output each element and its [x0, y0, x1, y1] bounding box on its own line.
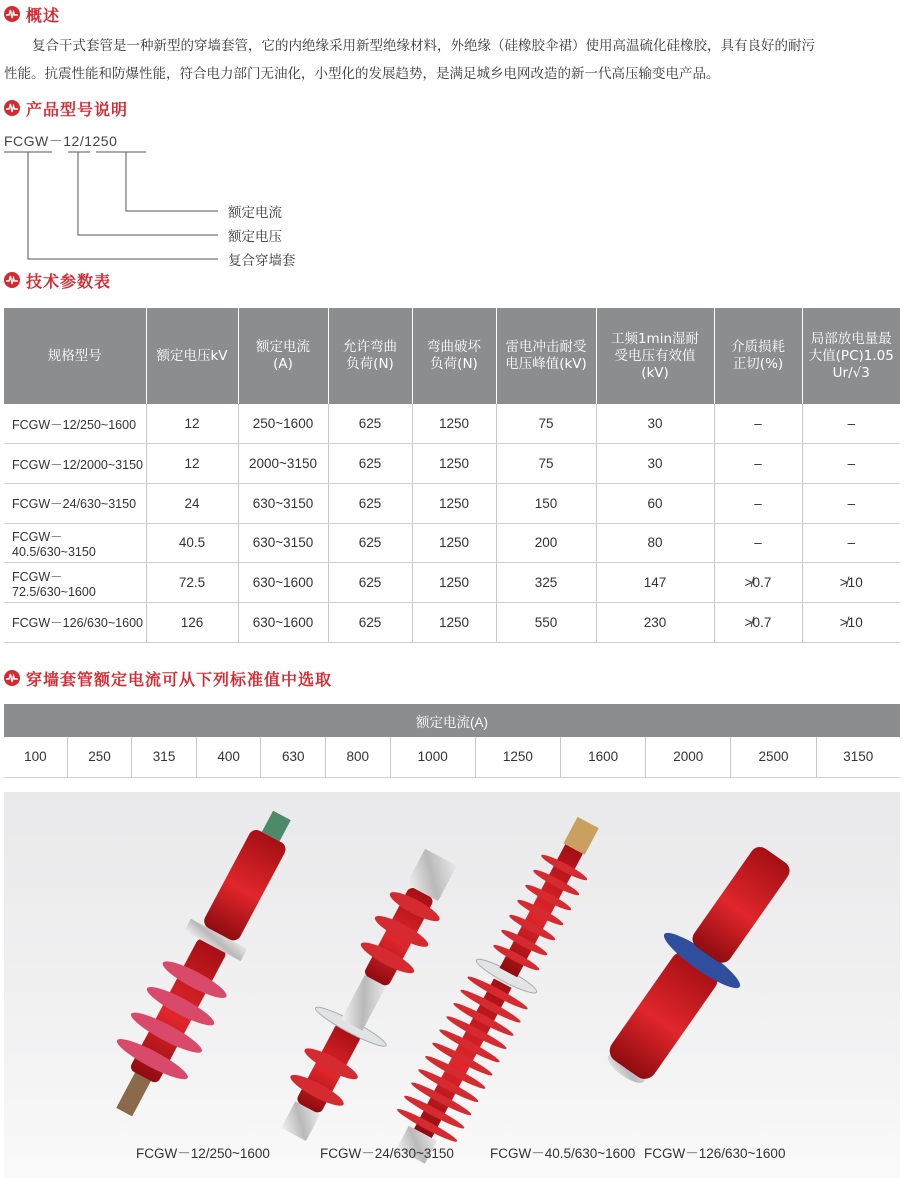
value-cell: 60: [596, 483, 714, 523]
standard-value-cell: 3150: [816, 737, 900, 777]
header-text: 负荷(N): [346, 356, 394, 372]
table-row: [4, 602, 900, 642]
section-title: 穿墙套管额定电流可从下列标准值中选取: [26, 669, 333, 689]
insulator-image-3: [381, 807, 619, 1173]
value-cell: 230: [596, 602, 714, 642]
standard-value-cell: 1000: [390, 737, 475, 777]
pulse-icon: [4, 6, 20, 22]
insulator-image-1: [89, 797, 317, 1131]
standard-value-cell: 100: [4, 737, 67, 777]
pulse-icon: [4, 100, 20, 116]
table-row: [4, 404, 900, 444]
header-text: (A): [273, 356, 293, 372]
section-title: 技术参数表: [26, 271, 112, 291]
table-row: [4, 563, 900, 603]
standard-table-header: 额定电流(A): [4, 704, 900, 737]
params-header-cell: [802, 308, 900, 404]
value-cell: 40.5: [146, 523, 238, 563]
standard-value-cell: 400: [196, 737, 261, 777]
header-text: 允许弯曲: [343, 339, 397, 355]
header-text: 电压峰值(kV): [505, 356, 587, 372]
value-cell: –: [714, 444, 802, 484]
caption-3: FCGW－40.5/630~1600: [490, 1146, 636, 1161]
value-cell: 1250: [412, 602, 496, 642]
value-cell: 12: [146, 444, 238, 484]
value-cell: –: [802, 444, 900, 484]
header-text: 规格型号: [47, 347, 102, 364]
value-cell: 147: [596, 563, 714, 603]
params-header-cell: [238, 308, 328, 404]
header-text: 弯曲破坏: [427, 339, 481, 355]
standard-value-cell: 2000: [646, 737, 731, 777]
value-cell: 80: [596, 523, 714, 563]
value-cell: –: [714, 483, 802, 523]
value-cell: 625: [328, 523, 412, 563]
value-cell: 200: [496, 523, 596, 563]
value-cell: –: [802, 483, 900, 523]
value-cell: 1250: [412, 523, 496, 563]
value-cell: 630~3150: [238, 523, 328, 563]
value-cell: 12: [146, 404, 238, 444]
value-cell: 30: [596, 404, 714, 444]
params-header-cell: [412, 308, 496, 404]
header-text: 大值(PC)1.05: [808, 347, 894, 364]
params-header-cell: [496, 308, 596, 404]
header-text: 额定电流: [256, 339, 310, 355]
value-cell: 550: [496, 602, 596, 642]
caption-1: FCGW－12/250~1600: [136, 1146, 270, 1161]
value-cell: 625: [328, 483, 412, 523]
model-label-voltage: 额定电压: [228, 229, 282, 245]
standard-values-row: [4, 737, 900, 777]
overview-line-2: 性能。抗震性能和防爆性能，符合电力部门无油化，小型化的发展趋势，是满足城乡电网改造的新一代高压输变电产品。: [4, 66, 720, 82]
params-header-cell: [596, 308, 714, 404]
value-cell: 1250: [412, 563, 496, 603]
value-cell: 630~1600: [238, 563, 328, 603]
section-overview-heading: [4, 3, 60, 25]
model-cell: FCGW－12/2000~3150: [4, 444, 146, 484]
model-cell: FCGW－126/630~1600: [4, 602, 146, 642]
header-text: 正切(%): [732, 356, 784, 372]
model-label-current: 额定电流: [228, 205, 282, 221]
section-model-heading: [4, 97, 128, 119]
value-cell: ≯0.7: [714, 563, 802, 603]
value-cell: 75: [496, 444, 596, 484]
value-cell: 30: [596, 444, 714, 484]
overview-line-1: 复合干式套管是一种新型的穿墙套管，它的内绝缘采用新型绝缘材料，外绝缘（硅橡胶伞裙）使用高温硫化硅橡胶，具有良好的耐污: [32, 38, 815, 54]
table-row: [4, 483, 900, 523]
pulse-icon: [4, 670, 20, 686]
header-text: Ur/√3: [832, 364, 870, 381]
standard-value-cell: 315: [132, 737, 197, 777]
product-photo: [4, 792, 900, 1178]
pulse-icon: [4, 272, 20, 288]
model-code: FCGW－12/1250: [4, 133, 118, 149]
header-text: 受电压有效值: [614, 347, 696, 364]
header-text: 额定电压kV: [156, 347, 228, 364]
params-table: [4, 308, 900, 643]
params-header-cell: [328, 308, 412, 404]
value-cell: 72.5: [146, 563, 238, 603]
value-cell: 1250: [412, 404, 496, 444]
model-label-type: 复合穿墙套: [228, 253, 296, 269]
value-cell: 75: [496, 404, 596, 444]
params-header-cell: [4, 308, 146, 404]
model-cell: FCGW－12/250~1600: [4, 404, 146, 444]
section-standard-heading: [4, 667, 332, 689]
value-cell: 2000~3150: [238, 444, 328, 484]
header-text: 负荷(N): [430, 356, 478, 372]
section-title: 概述: [26, 5, 61, 25]
table-row: [4, 444, 900, 484]
params-header-row: [4, 308, 900, 404]
standard-value-cell: 1250: [475, 737, 560, 777]
value-cell: 24: [146, 483, 238, 523]
standard-value-cell: 2500: [731, 737, 816, 777]
value-cell: –: [802, 404, 900, 444]
standard-value-cell: 1600: [561, 737, 646, 777]
value-cell: 1250: [412, 483, 496, 523]
standard-current-table: [4, 704, 900, 778]
section-params-heading: [4, 269, 111, 291]
section-title: 产品型号说明: [26, 99, 129, 119]
standard-value-cell: 250: [67, 737, 132, 777]
header-text: 工频1min湿耐: [610, 330, 700, 347]
value-cell: ≯10: [802, 563, 900, 603]
table-row: [4, 523, 900, 563]
caption-2: FCGW－24/630~3150: [320, 1146, 454, 1161]
value-cell: 625: [328, 602, 412, 642]
value-cell: 625: [328, 404, 412, 444]
value-cell: 325: [496, 563, 596, 603]
params-header-cell: [714, 308, 802, 404]
value-cell: ≯10: [802, 602, 900, 642]
value-cell: 150: [496, 483, 596, 523]
standard-value-cell: 630: [261, 737, 326, 777]
header-text: 介质损耗: [731, 339, 785, 355]
model-cell: FCGW－24/630~3150: [4, 483, 146, 523]
value-cell: 1250: [412, 444, 496, 484]
value-cell: 625: [328, 563, 412, 603]
insulator-image-4: [584, 829, 813, 1101]
value-cell: –: [714, 404, 802, 444]
model-cell: FCGW－72.5/630~1600: [4, 563, 146, 603]
value-cell: ≯0.7: [714, 602, 802, 642]
header-text: 雷电冲击耐受: [505, 339, 587, 355]
header-text: (kV): [641, 364, 669, 381]
model-diagram-lines: [0, 140, 240, 270]
params-header-cell: [146, 308, 238, 404]
value-cell: 126: [146, 602, 238, 642]
caption-4: FCGW－126/630~1600: [644, 1146, 786, 1161]
value-cell: –: [802, 523, 900, 563]
value-cell: 625: [328, 444, 412, 484]
header-text: 局部放电量最: [810, 330, 892, 347]
value-cell: 250~1600: [238, 404, 328, 444]
standard-value-cell: 800: [326, 737, 391, 777]
value-cell: 630~1600: [238, 602, 328, 642]
value-cell: –: [714, 523, 802, 563]
value-cell: 630~3150: [238, 483, 328, 523]
model-cell: FCGW－40.5/630~3150: [4, 523, 146, 563]
